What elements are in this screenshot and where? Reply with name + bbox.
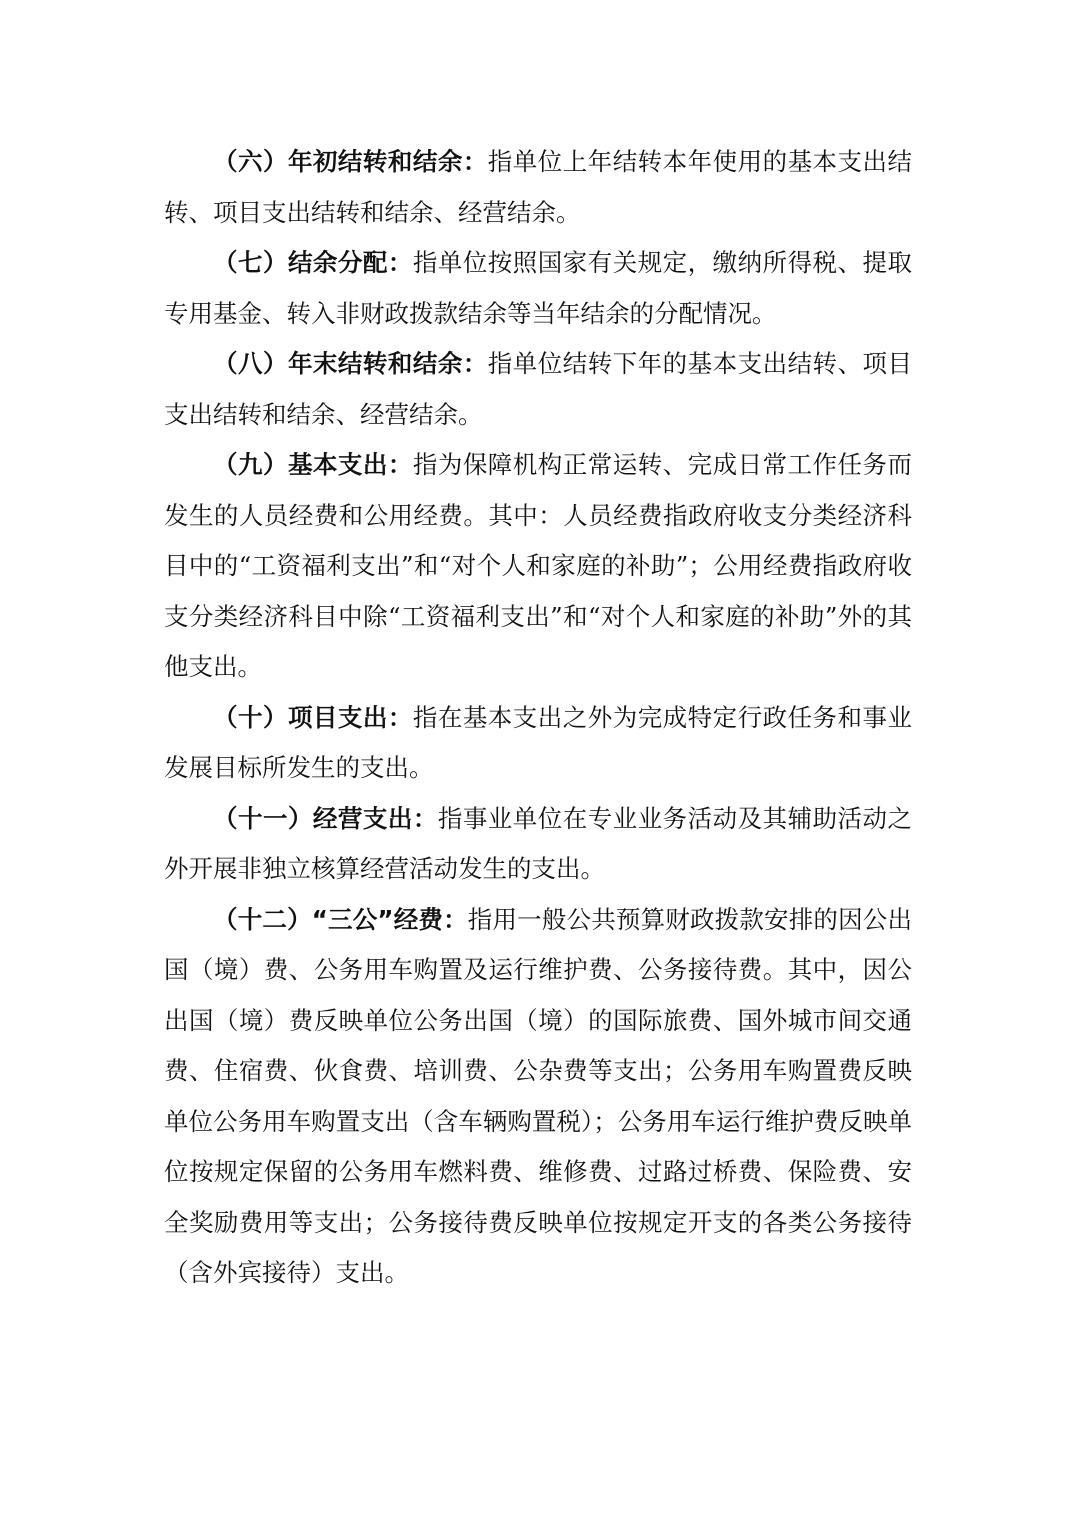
paragraph-basic-expenditure — [164, 440, 912, 693]
term-heading: （十二）“三公”经费： — [213, 904, 468, 934]
paragraph-carryover-end — [164, 339, 912, 440]
paragraph-operating-expenditure — [164, 794, 912, 895]
term-heading: （十）项目支出： — [213, 702, 413, 732]
term-heading: （六）年初结转和结余： — [213, 147, 488, 176]
term-heading: （九）基本支出： — [213, 450, 413, 479]
term-definition: 指为保障机构正常运转、完成日常工作任务而发生的人员经费和公用经费。其中：人员经费指政府收支分类经济科目中的“工资福利支出”和“对个人和家庭的补助”；公用经费指政府收支分类经济科目中除“工资福利支出”和“对个人和家庭的补助”外的其他支出。 — [164, 450, 913, 681]
term-definition: 指单位结转下年的基本支出结转、项目支出结转和结余、经营结余。 — [164, 349, 912, 429]
term-definition: 指在基本支出之外为完成特定行政任务和事业发展目标所发生的支出。 — [164, 702, 913, 782]
paragraph-carryover-beginning — [164, 137, 912, 238]
term-definition: 指单位按照国家有关规定，缴纳所得税、提取专用基金、转入非财政拨款结余等当年结余的分配情况。 — [164, 248, 913, 328]
term-heading: （十一）经营支出： — [213, 803, 438, 833]
term-definition: 指用一般公共预算财政拨款安排的因公出国（境）费、公务用车购置及运行维护费、公务接待费。其中，因公出国（境）费反映单位公务出国（境）的国际旅费、国外城市间交通费、住宿费、伙食费、培训费、公杂费等支出；公务用车购置费反映单位公务用车购置支出（含车辆购置税）；公务用车运行维护费反映单位按规定保留的公务用车燃料费、维修费、过路过桥费、保险费、安全奖励费用等支出；公务接待费反映单位按规定开支的各类公务接待（含外宾接待）支出。 — [164, 904, 912, 1287]
term-definition: 指事业单位在专业业务活动及其辅助活动之外开展非独立核算经营活动发生的支出。 — [164, 803, 913, 883]
paragraph-project-expenditure — [164, 693, 912, 794]
term-heading: （八）年末结转和结余： — [213, 349, 488, 378]
document-page — [164, 137, 912, 1299]
term-heading: （七）结余分配： — [213, 248, 413, 277]
paragraph-surplus-distribution — [164, 238, 912, 339]
paragraph-three-public-expenses — [164, 895, 912, 1299]
term-definition: 指单位上年结转本年使用的基本支出结转、项目支出结转和结余、经营结余。 — [164, 147, 912, 227]
